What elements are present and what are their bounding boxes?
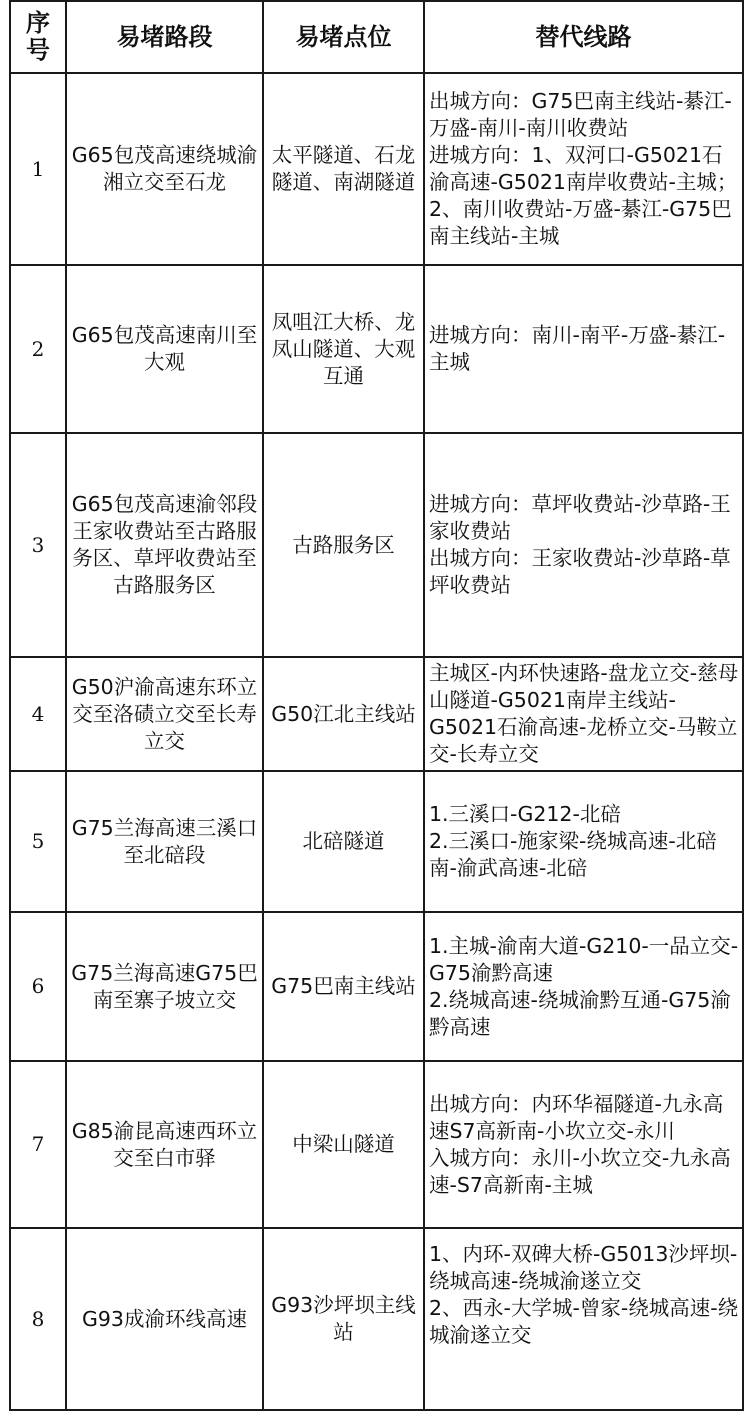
header-segment: 易堵路段 (66, 1, 263, 73)
header-number: 序 号 (10, 1, 66, 73)
row-point: 古路服务区 (263, 433, 424, 657)
row-number: 6 (10, 912, 66, 1061)
table-row (10, 771, 743, 912)
row-route: 进城方向：草坪收费站-沙草路-王家收费站 出城方向：王家收费站-沙草路-草坪收费站 (424, 433, 743, 657)
row-segment: G65包茂高速绕城渝湘立交至石龙 (66, 73, 263, 265)
row-point: G50江北主线站 (263, 657, 424, 771)
table-row (10, 265, 743, 433)
table-row (10, 1061, 743, 1228)
header-route: 替代线路 (424, 1, 743, 73)
row-route: 出城方向：G75巴南主线站-綦江-万盛-南川-南川收费站 进城方向：1、双河口-G5021石渝高速-G5021南岸收费站-主城；2、南川收费站-万盛-綦江-G75巴南主线站-主城 (424, 73, 743, 265)
row-segment: G75兰海高速G75巴南至寨子坡立交 (66, 912, 263, 1061)
table-row (10, 73, 743, 265)
row-route: 1、内环-双碑大桥-G5013沙坪坝-绕城高速-绕城渝遂立交 2、西永-大学城-曾家-绕城高速-绕城渝遂立交 (424, 1228, 743, 1410)
row-segment: G65包茂高速南川至大观 (66, 265, 263, 433)
row-point: G93沙坪坝主线站 (263, 1228, 424, 1410)
row-point: 中梁山隧道 (263, 1061, 424, 1228)
row-point: G75巴南主线站 (263, 912, 424, 1061)
row-number: 7 (10, 1061, 66, 1228)
row-number: 2 (10, 265, 66, 433)
row-segment: G85渝昆高速西环立交至白市驿 (66, 1061, 263, 1228)
row-route: 出城方向：内环华福隧道-九永高速S7高新南-小坎立交-永川 入城方向：永川-小坎立交-九永高速-S7高新南-主城 (424, 1061, 743, 1228)
table-row (10, 433, 743, 657)
header-row (10, 1, 743, 73)
row-number: 5 (10, 771, 66, 912)
row-number: 8 (10, 1228, 66, 1410)
row-segment: G93成渝环线高速 (66, 1228, 263, 1410)
row-number: 3 (10, 433, 66, 657)
row-number: 1 (10, 73, 66, 265)
row-route: 1.主城-渝南大道-G210-一品立交-G75渝黔高速 2.绕城高速-绕城渝黔互通-G75渝黔高速 (424, 912, 743, 1061)
row-number: 4 (10, 657, 66, 771)
row-segment: G75兰海高速三溪口至北碚段 (66, 771, 263, 912)
row-point: 凤咀江大桥、龙凤山隧道、大观互通 (263, 265, 424, 433)
row-point: 北碚隧道 (263, 771, 424, 912)
table-row (10, 912, 743, 1061)
row-route: 主城区-内环快速路-盘龙立交-慈母山隧道-G5021南岸主线站-G5021石渝高速-龙桥立交-马鞍立交-长寿立交 (424, 657, 743, 771)
header-point: 易堵点位 (263, 1, 424, 73)
row-point: 太平隧道、石龙隧道、南湖隧道 (263, 73, 424, 265)
table-row (10, 1228, 743, 1410)
row-route: 1.三溪口-G212-北碚 2.三溪口-施家梁-绕城高速-北碚南-渝武高速-北碚 (424, 771, 743, 912)
row-segment: G65包茂高速渝邻段王家收费站至古路服务区、草坪收费站至古路服务区 (66, 433, 263, 657)
row-route: 进城方向：南川-南平-万盛-綦江-主城 (424, 265, 743, 433)
congestion-table (9, 0, 744, 1411)
table-row (10, 657, 743, 771)
row-segment: G50沪渝高速东环立交至洛碛立交至长寿立交 (66, 657, 263, 771)
